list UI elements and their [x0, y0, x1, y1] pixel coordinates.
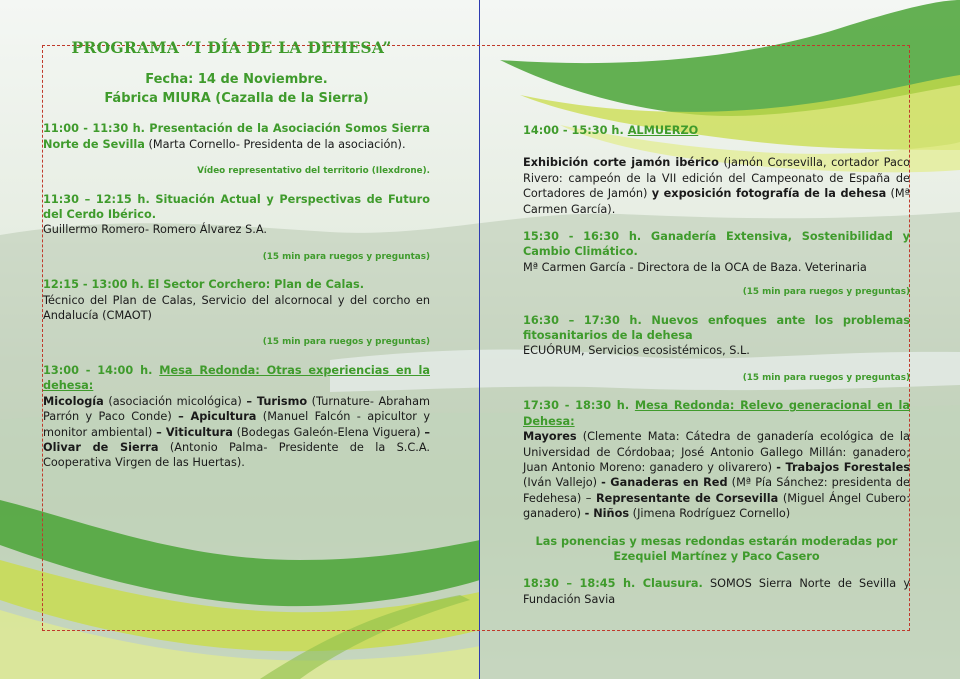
topic-detail: (Iván Vallejo)	[523, 476, 602, 490]
topic-detail: (Mª Pía Sánchez: presidenta de Fedehesa) –	[523, 476, 910, 505]
topic-mayores: Mayores	[523, 430, 577, 444]
topic-corsevilla: Representante de Corsevilla	[595, 491, 779, 505]
topic-apicultura: – Apicultura	[178, 410, 257, 424]
video-note: Vídeo representativo del territorio (Ilexdrone).	[197, 166, 430, 177]
session-sector-corchero	[43, 277, 430, 323]
topic-detail: (Jimena Rodríguez Cornello)	[629, 507, 791, 521]
session-heading: 11:30 – 12:15 h. Situación Actual y Perspectivas de Futuro del Cerdo Ibérico.	[43, 192, 430, 222]
topic-micologia: Micología	[43, 394, 104, 408]
session-ganaderia-extensiva	[523, 229, 910, 275]
exhibition-detail: (jamón Corsevilla, cortador Paco Rivero: campeón de la VII edición del Campeonato de España de Cortadores de Jamón)	[523, 156, 911, 201]
session-cerdo-iberico	[43, 192, 430, 238]
moderation-note: Las ponencias y mesas redondas estarán moderadas por Ezequiel Martínez y Paco Casero	[535, 534, 898, 563]
session-heading: Mesa Redonda: Relevo generacional en la Dehesa:	[523, 399, 910, 428]
program-title: PROGRAMA “I DÍA DE LA DEHESA”	[71, 38, 392, 57]
session-time: 14:00 - 15:30 h.	[523, 124, 628, 137]
topic-detail: (asociación micológica)	[103, 394, 247, 408]
qa-note: (15 min para ruegos y preguntas)	[742, 372, 910, 383]
session-time: 17:30 - 18:30 h.	[523, 399, 635, 413]
exhibition-title: y exposición fotografía de la dehesa	[651, 187, 887, 201]
topic-detail: (Turnature- Abraham Parrón y Paco Conde)	[43, 394, 431, 424]
session-heading: 12:15 - 13:00 h. El Sector Corchero: Plan de Calas.	[43, 278, 365, 292]
qa-note: (15 min para ruegos y preguntas)	[262, 251, 430, 262]
topic-turismo: – Turismo	[246, 394, 308, 408]
session-mesa-redonda-relevo	[523, 398, 910, 521]
qa-note: (15 min para ruegos y preguntas)	[742, 287, 910, 298]
right-page	[523, 123, 910, 607]
session-heading: ALMUERZO	[627, 124, 699, 137]
topic-trabajos-forestales: - Trabajos Forestales	[776, 460, 911, 474]
session-heading: Mesa Redonda: Otras experiencias en la dehesa:	[43, 363, 430, 393]
left-page	[43, 40, 430, 471]
session-heading: 15:30 - 16:30 h. Ganadería Extensiva, Sostenibilidad y Cambio Climático.	[523, 230, 910, 259]
session-presentacion	[43, 121, 430, 152]
session-body: Técnico del Plan de Calas, Servicio del alcornocal y del corcho en Andalucía (CMAOT)	[43, 293, 430, 323]
event-place: Fábrica MIURA (Cazalla de la Sierra)	[104, 91, 369, 107]
session-body: Guillermo Romero- Romero Álvarez S.A.	[43, 223, 267, 237]
topic-detail: (Clemente Mata: Cátedra de ganadería ecológica de la Universidad de Córdobaa; José Antonio Gallego Millán: ganadero; Juan Antonio Moreno: ganadero y olivarero)	[523, 430, 910, 474]
topic-detail: (Miguel Ángel Cubero: ganadero)	[523, 491, 910, 521]
exhibition-detail: (Mª Carmen García).	[523, 187, 910, 216]
topic-viticultura: – Viticultura	[156, 425, 233, 439]
session-body: Mª Carmen García - Directora de la OCA de Baza. Veterinaria	[523, 260, 867, 274]
session-mesa-redonda-experiencias	[43, 363, 430, 471]
qa-note: (15 min para ruegos y preguntas)	[262, 337, 430, 348]
session-heading: 16:30 – 17:30 h. Nuevos enfoques ante los problemas fitosanitarios de la dehesa	[523, 313, 910, 343]
session-heading: 18:30 – 18:45 h. Clausura.	[523, 577, 703, 591]
event-date: Fecha: 14 de Noviembre.	[145, 72, 328, 88]
session-fitosanitarios	[523, 313, 910, 359]
topic-olivar: – Olivar de Sierra	[43, 425, 430, 454]
topic-detail: (Bodegas Galeón-Elena Viguera)	[232, 425, 425, 439]
topic-detail: (Manuel Falcón - apicultor y monitor ambiental)	[43, 410, 430, 439]
topic-detail: (Antonio Palma- Presidente de la S.C.A. Cooperativa Virgen de las Huertas).	[43, 440, 430, 470]
session-almuerzo	[523, 123, 910, 138]
session-body: SOMOS Sierra Norte de Sevilla y Fundación Savia	[523, 577, 911, 606]
session-exhibicion	[523, 155, 910, 217]
exhibition-title: Exhibición corte jamón ibérico	[523, 156, 719, 170]
topic-ganaderas-en-red: - Ganaderas en Red	[601, 476, 728, 490]
session-body: (Marta Cornello- Presidenta de la asociación).	[144, 137, 406, 151]
session-heading: 11:00 - 11:30 h. Presentación de la Asociación Somos Sierra Norte de Sevilla	[43, 122, 430, 151]
topic-ninos: - Niños	[584, 507, 630, 521]
session-clausura	[523, 576, 910, 607]
session-body: ECUÓRUM, Servicios ecosistémicos, S.L.	[523, 344, 750, 358]
session-time: 13:00 - 14:00 h.	[43, 363, 160, 377]
